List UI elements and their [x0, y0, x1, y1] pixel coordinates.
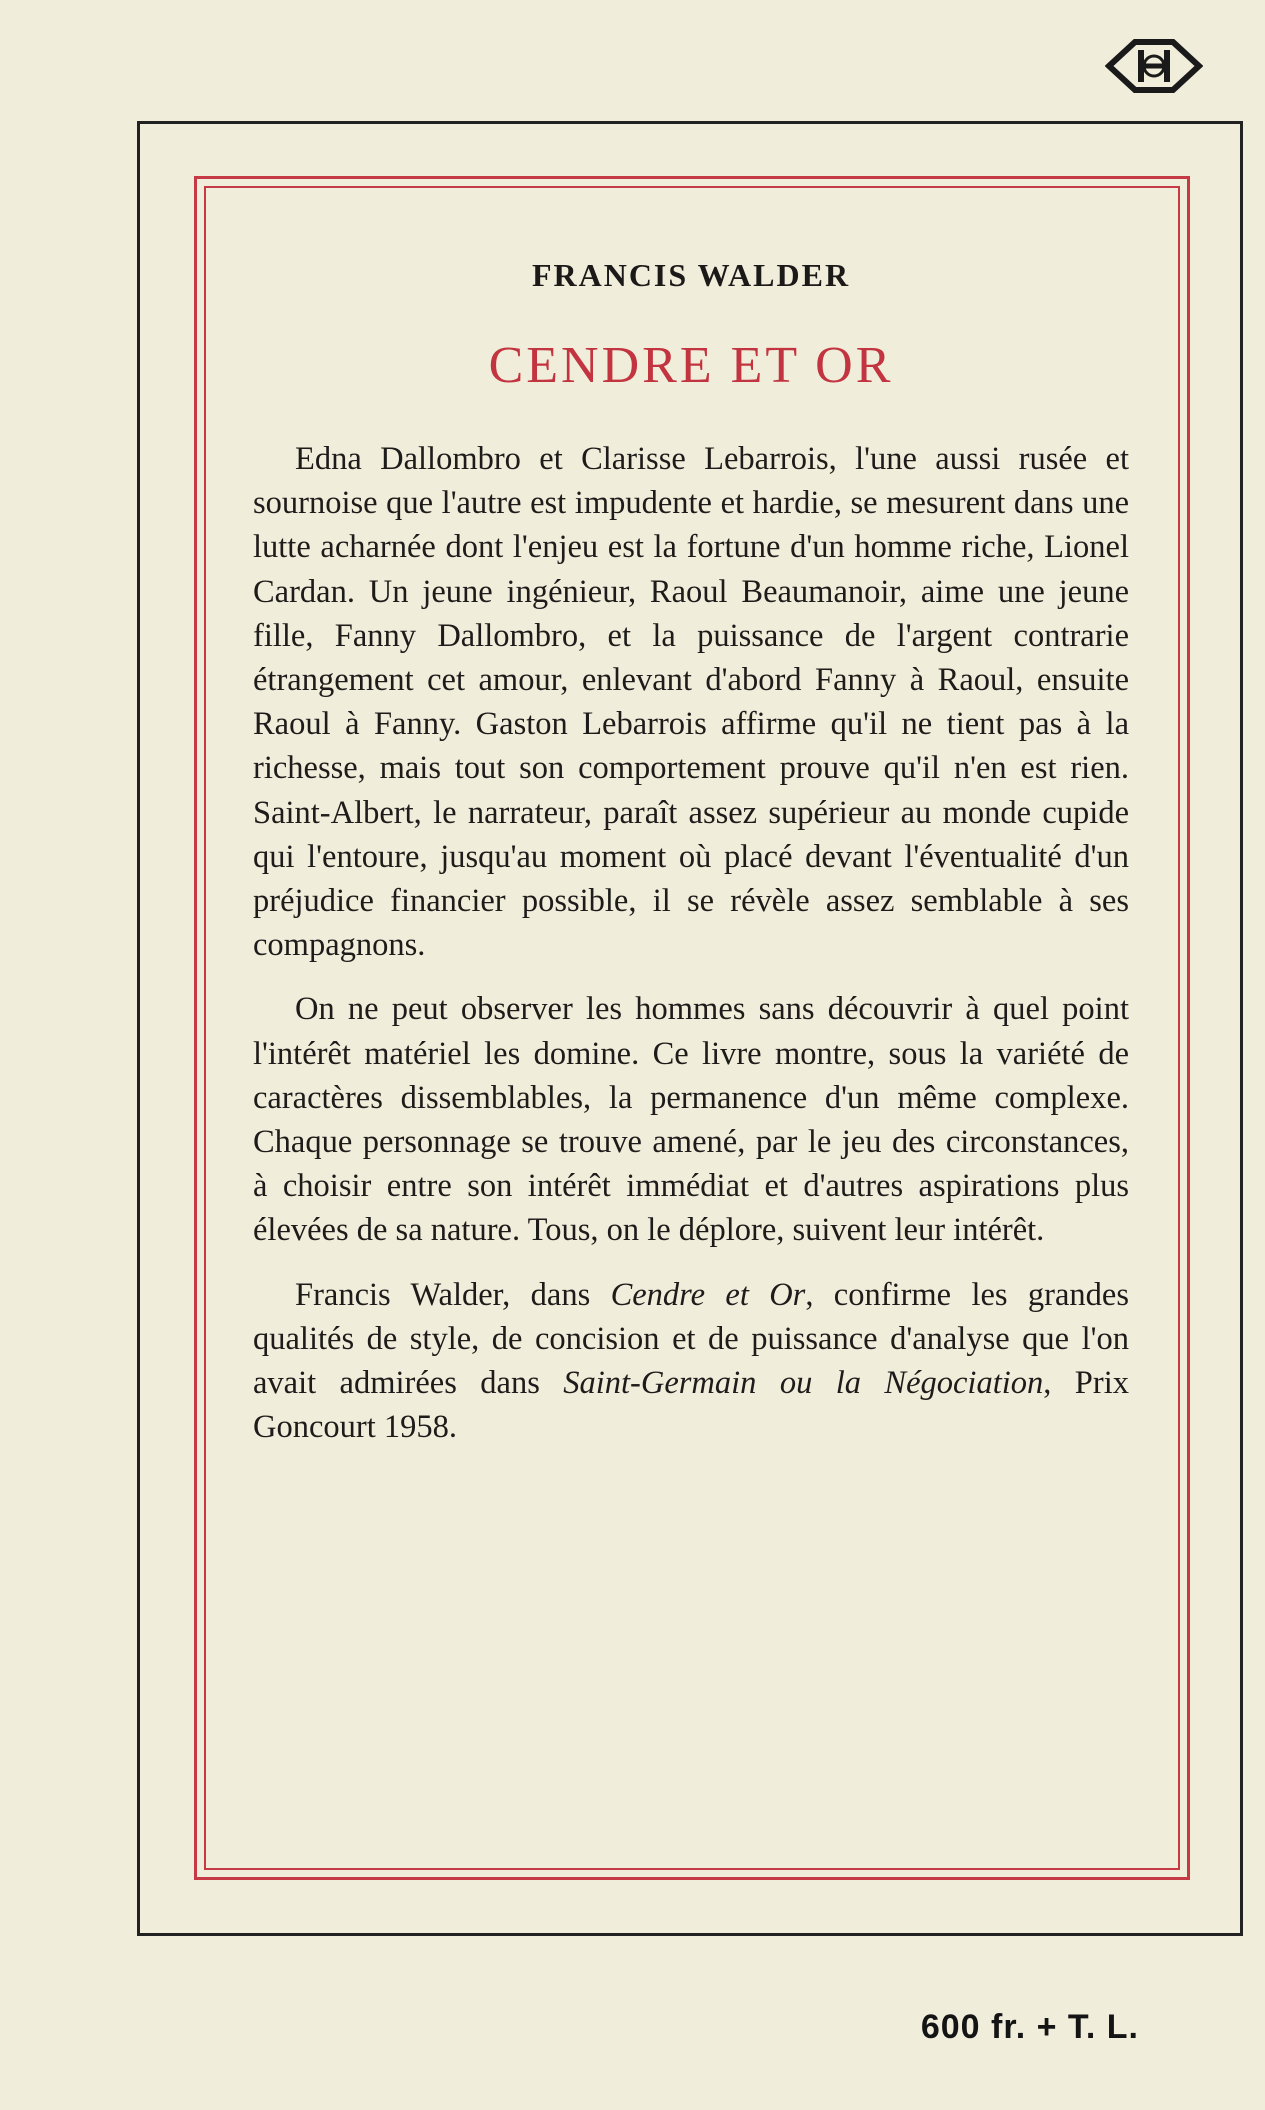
book-title-italic: Cendre et Or — [610, 1276, 806, 1313]
book-title: CENDRE ET OR — [488, 337, 894, 394]
blurb-paragraph-1: Edna Dallombro et Clarisse Lebarrois, l'une aussi rusée et sournoise que l'autre est impudente et hardie, se mesurent dans une lutte acharnée dont l'enjeu est la fortune d'un homme riche, Lionel Cardan. Un jeune ingénieur, Raoul Beaumanoir, aime une jeune fille, Fanny Dallombro, et la puissance de l'argent contrarie étrangement cet amour, enlevant d'abord Fanny à Raoul, ensuite Raoul à Fanny. Gaston Lebarrois affirme qu'il ne tient pas à la richesse, mais tout son comportement prouve qu'il n'en est rien. Saint-Albert, le narrateur, paraît assez supérieur au monde cupide qui l'entoure, jusqu'au moment où placé devant l'éventualité d'un préjudice financier possible, il se révèle assez semblable à ses compagnons. — [253, 441, 1129, 964]
author-name: FRANCIS WALDER — [531, 257, 851, 293]
blurb-paragraph-2: On ne peut observer les hommes sans découvrir à quel point l'intérêt matériel les domine. Ce livre montre, sous la variété de caractères dissemblables, la permanence d'un même complexe. Chaque personnage se trouve amené, par le jeu des circonstances, à choisir entre son intérêt immédiat et d'autres aspirations plus élevées de sa nature. Tous, on le déplore, suivent leur intérêt. — [253, 991, 1129, 1249]
blurb-content — [253, 257, 1129, 1469]
prior-work-title-italic: Saint-Germain ou la Négociation — [563, 1365, 1044, 1402]
paragraph-3-text-3: , Prix Goncourt 1958. — [253, 1365, 1129, 1446]
blurb-paragraph-3 — [253, 1273, 1129, 1450]
price-label: 600 fr. + T. L. — [920, 2008, 1139, 2046]
paragraph-3-text-1: Francis Walder, dans — [295, 1276, 611, 1313]
red-double-frame — [194, 176, 1190, 1880]
paragraph-3-text-2: , confirme les grandes qualités de style, de concision et de puissance d'analyse que l'on avait admirées dans — [253, 1276, 1129, 1402]
publisher-monogram-icon — [1105, 36, 1203, 96]
